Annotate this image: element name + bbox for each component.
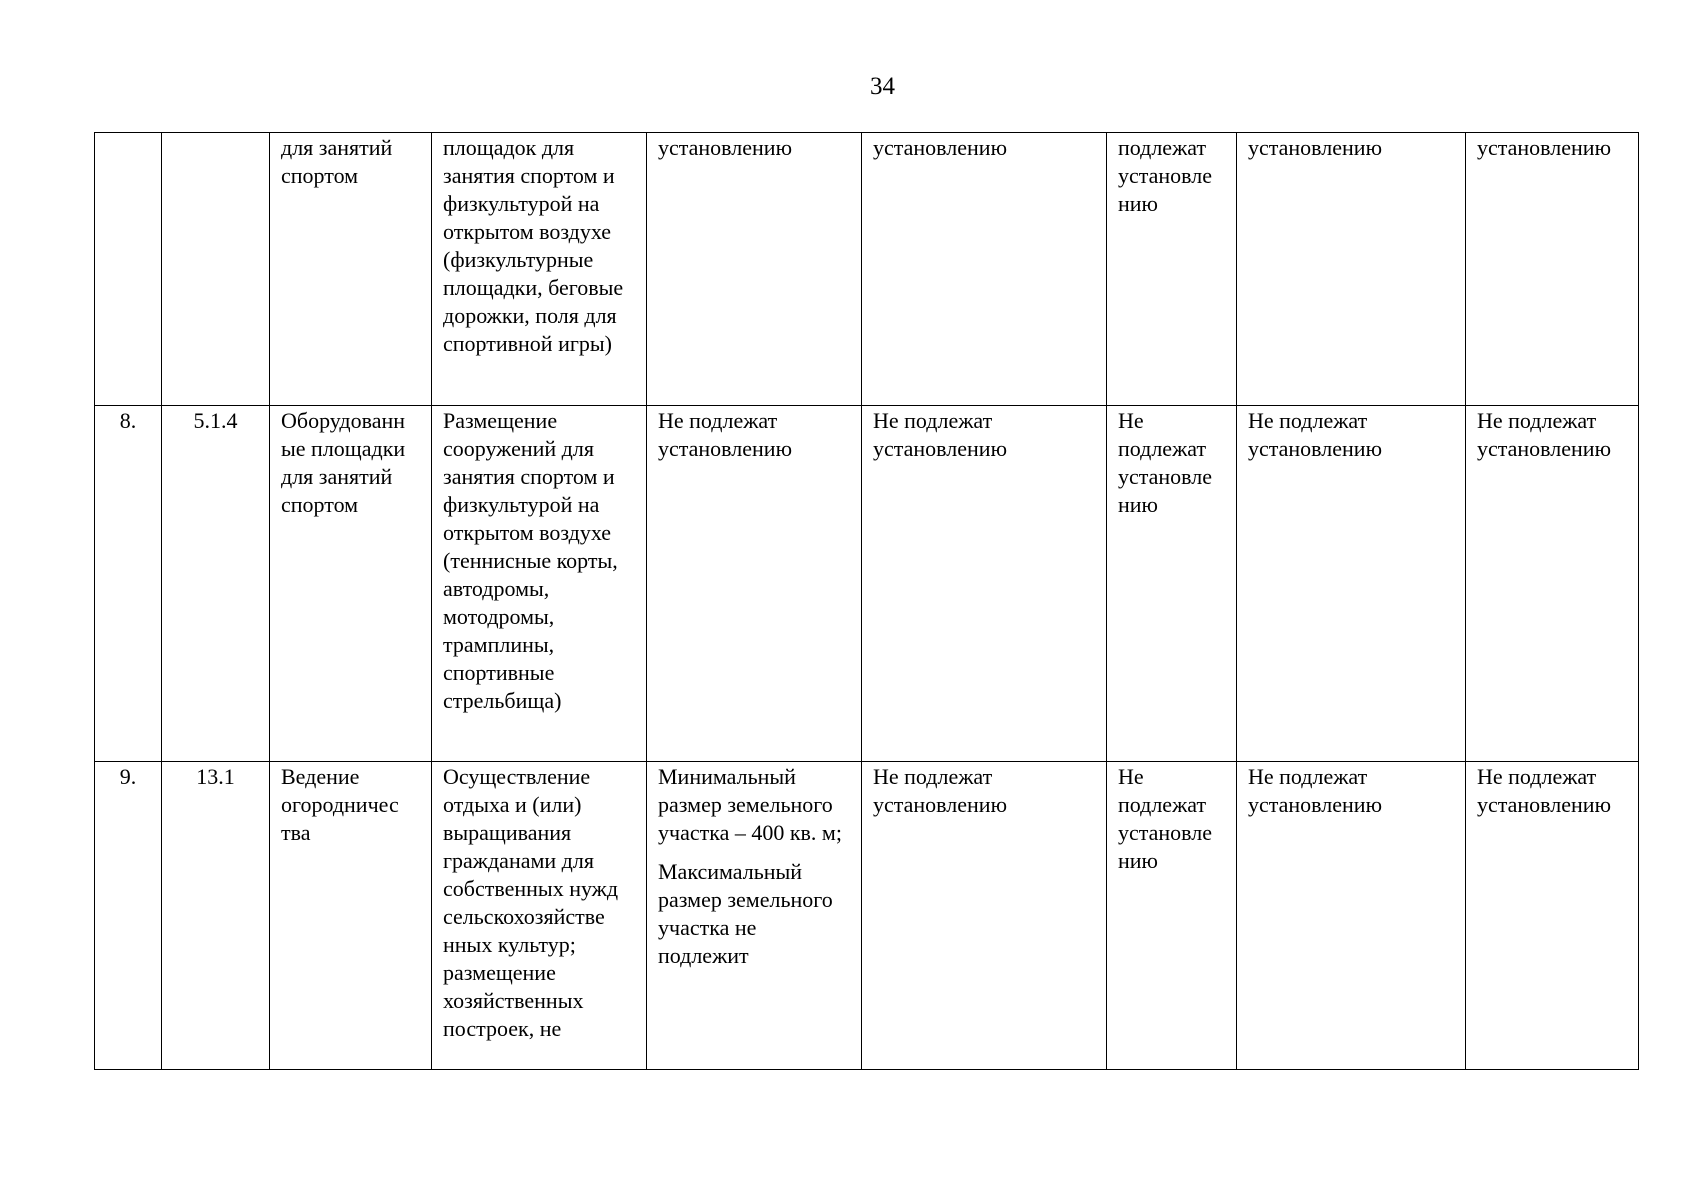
plot-size-cell	[647, 762, 862, 1070]
plot-size-cell	[647, 406, 862, 762]
plot-size-text: Не подлежат установлению	[658, 408, 793, 461]
use-name-cell: Ведение огородничес тва	[270, 762, 432, 1070]
table-row	[95, 406, 1639, 762]
table-row	[95, 762, 1639, 1070]
row-number-cell: 9.	[95, 762, 162, 1070]
plot-size-text: установлению	[658, 135, 793, 160]
use-description-cell: площадок для занятия спортом и физкультурой на открытом воздухе (физкультурные площадки, беговые дорожки, поля для спортивной игры)	[432, 133, 647, 406]
parameter-cell: установлению	[1466, 133, 1639, 406]
parameter-cell: Не подлежат установлению	[1237, 406, 1466, 762]
page-number: 34	[870, 73, 895, 100]
parameter-cell: установлению	[862, 133, 1107, 406]
parameter-cell: установлению	[1237, 133, 1466, 406]
parameter-cell: подлежат установле нию	[1107, 133, 1237, 406]
use-code-cell	[162, 133, 270, 406]
row-number-cell	[95, 133, 162, 406]
table-row	[95, 133, 1639, 406]
parameter-cell: Не подлежат установлению	[1466, 406, 1639, 762]
use-description-cell: Размещение сооружений для занятия спортом и физкультурой на открытом воздухе (теннисные корты, автодромы, мотодромы, трамплины, спортивные стрельбища)	[432, 406, 647, 762]
parameter-cell: Не подлежат установле нию	[1107, 762, 1237, 1070]
parameter-cell: Не подлежат установлению	[1466, 762, 1639, 1070]
max-plot-size-text: Максимальный размер земельного участка не подлежит	[658, 859, 833, 968]
parameter-cell: Не подлежат установлению	[862, 762, 1107, 1070]
row-number-cell: 8.	[95, 406, 162, 762]
use-name-cell: Оборудованн ые площадки для занятий спортом	[270, 406, 432, 762]
use-name-cell: для занятий спортом	[270, 133, 432, 406]
parameter-cell: Не подлежат установлению	[1237, 762, 1466, 1070]
min-plot-size-text: Минимальный размер земельного участка – 400 кв. м;	[658, 764, 842, 845]
parameter-cell: Не подлежат установле нию	[1107, 406, 1237, 762]
plot-size-cell	[647, 133, 862, 406]
use-code-cell: 5.1.4	[162, 406, 270, 762]
use-code-cell: 13.1	[162, 762, 270, 1070]
parameter-cell: Не подлежат установлению	[862, 406, 1107, 762]
use-description-cell: Осуществление отдыха и (или) выращивания гражданами для собственных нужд сельскохозяйстве нных культур; размещение хозяйственных построек, не	[432, 762, 647, 1070]
land-use-table	[94, 132, 1639, 1070]
